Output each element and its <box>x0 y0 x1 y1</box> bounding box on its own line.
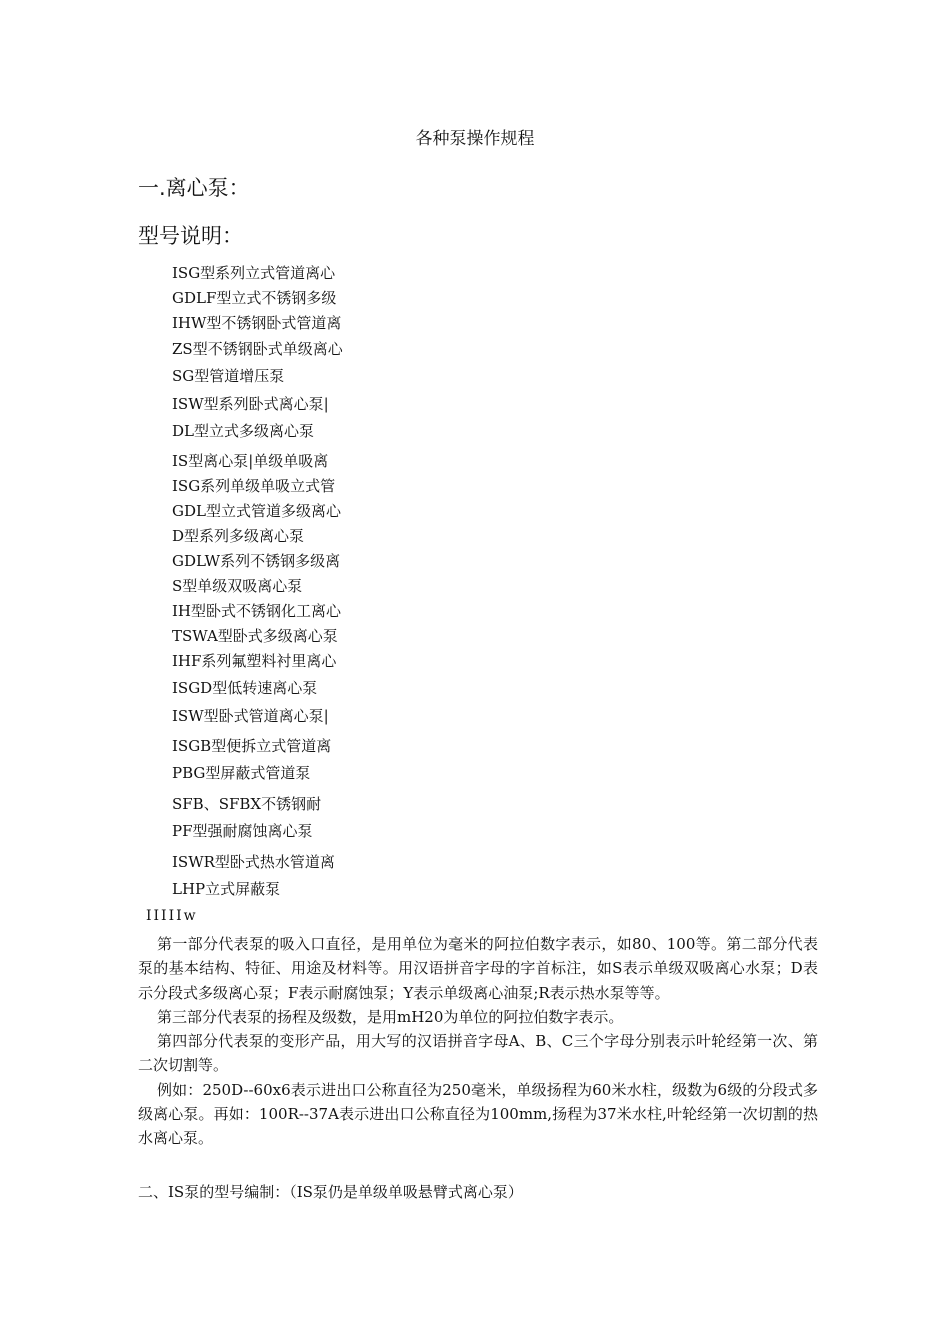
list-item: IH型卧式不锈钢化工离心 <box>172 602 342 620</box>
list-item: ISG型系列立式管道离心 <box>172 264 336 282</box>
list-item: ISWR型卧式热水管道离 <box>172 853 335 871</box>
list-item: ISGB型便拆立式管道离 <box>172 737 332 755</box>
list-item: IHW型不锈钢卧式管道离 <box>172 314 342 332</box>
scan-artifact-text: IIIIIw <box>146 908 198 924</box>
paragraph: 第一部分代表泵的吸入口直径，是用单位为毫米的阿拉伯数字表示，如80、100等。第二部分代表泵的基本结构、特征、用途及材料等。用汉语拼音字母的字首标注，如S表示单级双吸离心水泵；D表示分段式多级离心泵；F表示耐腐蚀泵；Y表示单级离心油泵;R表示热水泵等等。 <box>138 935 818 1002</box>
list-item: IS型离心泵|单级单吸离 <box>172 452 329 470</box>
document-title: 各种泵操作规程 <box>415 129 535 149</box>
list-item: SG型管道增压泵 <box>172 367 285 385</box>
list-item: DL型立式多级离心泵 <box>172 422 314 440</box>
list-item: ISW型系列卧式离心泵| <box>172 395 329 413</box>
list-item: PF型强耐腐蚀离心泵 <box>172 822 313 840</box>
list-item: PBG型屏蔽式管道泵 <box>172 764 311 782</box>
list-item: IHF系列氟塑料衬里离心 <box>172 652 337 670</box>
list-item: S型单级双吸离心泵 <box>172 577 303 595</box>
heading-centrifugal-pump: 一.离心泵： <box>138 176 250 200</box>
list-item: GDLW系列不锈钢多级离 <box>172 552 341 570</box>
list-item: TSWA型卧式多级离心泵 <box>172 627 338 645</box>
paragraph: 第四部分代表泵的变形产品，用大写的汉语拼音字母A、B、C三个字母分别表示叶轮经第一次、第二次切割等。 <box>138 1032 818 1075</box>
list-item: ZS型不锈钢卧式单级离心 <box>172 340 343 358</box>
list-item: D型系列多级离心泵 <box>172 527 305 545</box>
model-explanation <box>138 932 818 1151</box>
section-is-pump-heading: 二、IS泵的型号编制：（IS泵仍是单级单吸悬臂式离心泵） <box>138 1183 523 1201</box>
list-item: SFB、SFBX不锈钢耐 <box>172 795 322 813</box>
list-item: ISW型卧式管道离心泵| <box>172 707 329 725</box>
list-item: LHP立式屏蔽泵 <box>172 880 281 898</box>
heading-model-description: 型号说明： <box>138 224 243 248</box>
list-item: GDL型立式管道多级离心 <box>172 502 341 520</box>
paragraph: 第三部分代表泵的扬程及级数，是用mH20为单位的阿拉伯数字表示。 <box>157 1007 624 1026</box>
paragraph: 例如：250D--60x6表示进出口公称直径为250毫米，单级扬程为60米水柱，级数为6级的分段式多级离心泵。再如：100R--37A表示进出口公称直径为100mm,扬程为37米水柱,叶轮经第一次切割的热水离心泵。 <box>138 1080 818 1148</box>
list-item: GDLF型立式不锈钢多级 <box>172 289 337 307</box>
list-item: ISGD型低转速离心泵 <box>172 679 318 697</box>
list-item: ISG系列单级单吸立式管 <box>172 477 336 495</box>
